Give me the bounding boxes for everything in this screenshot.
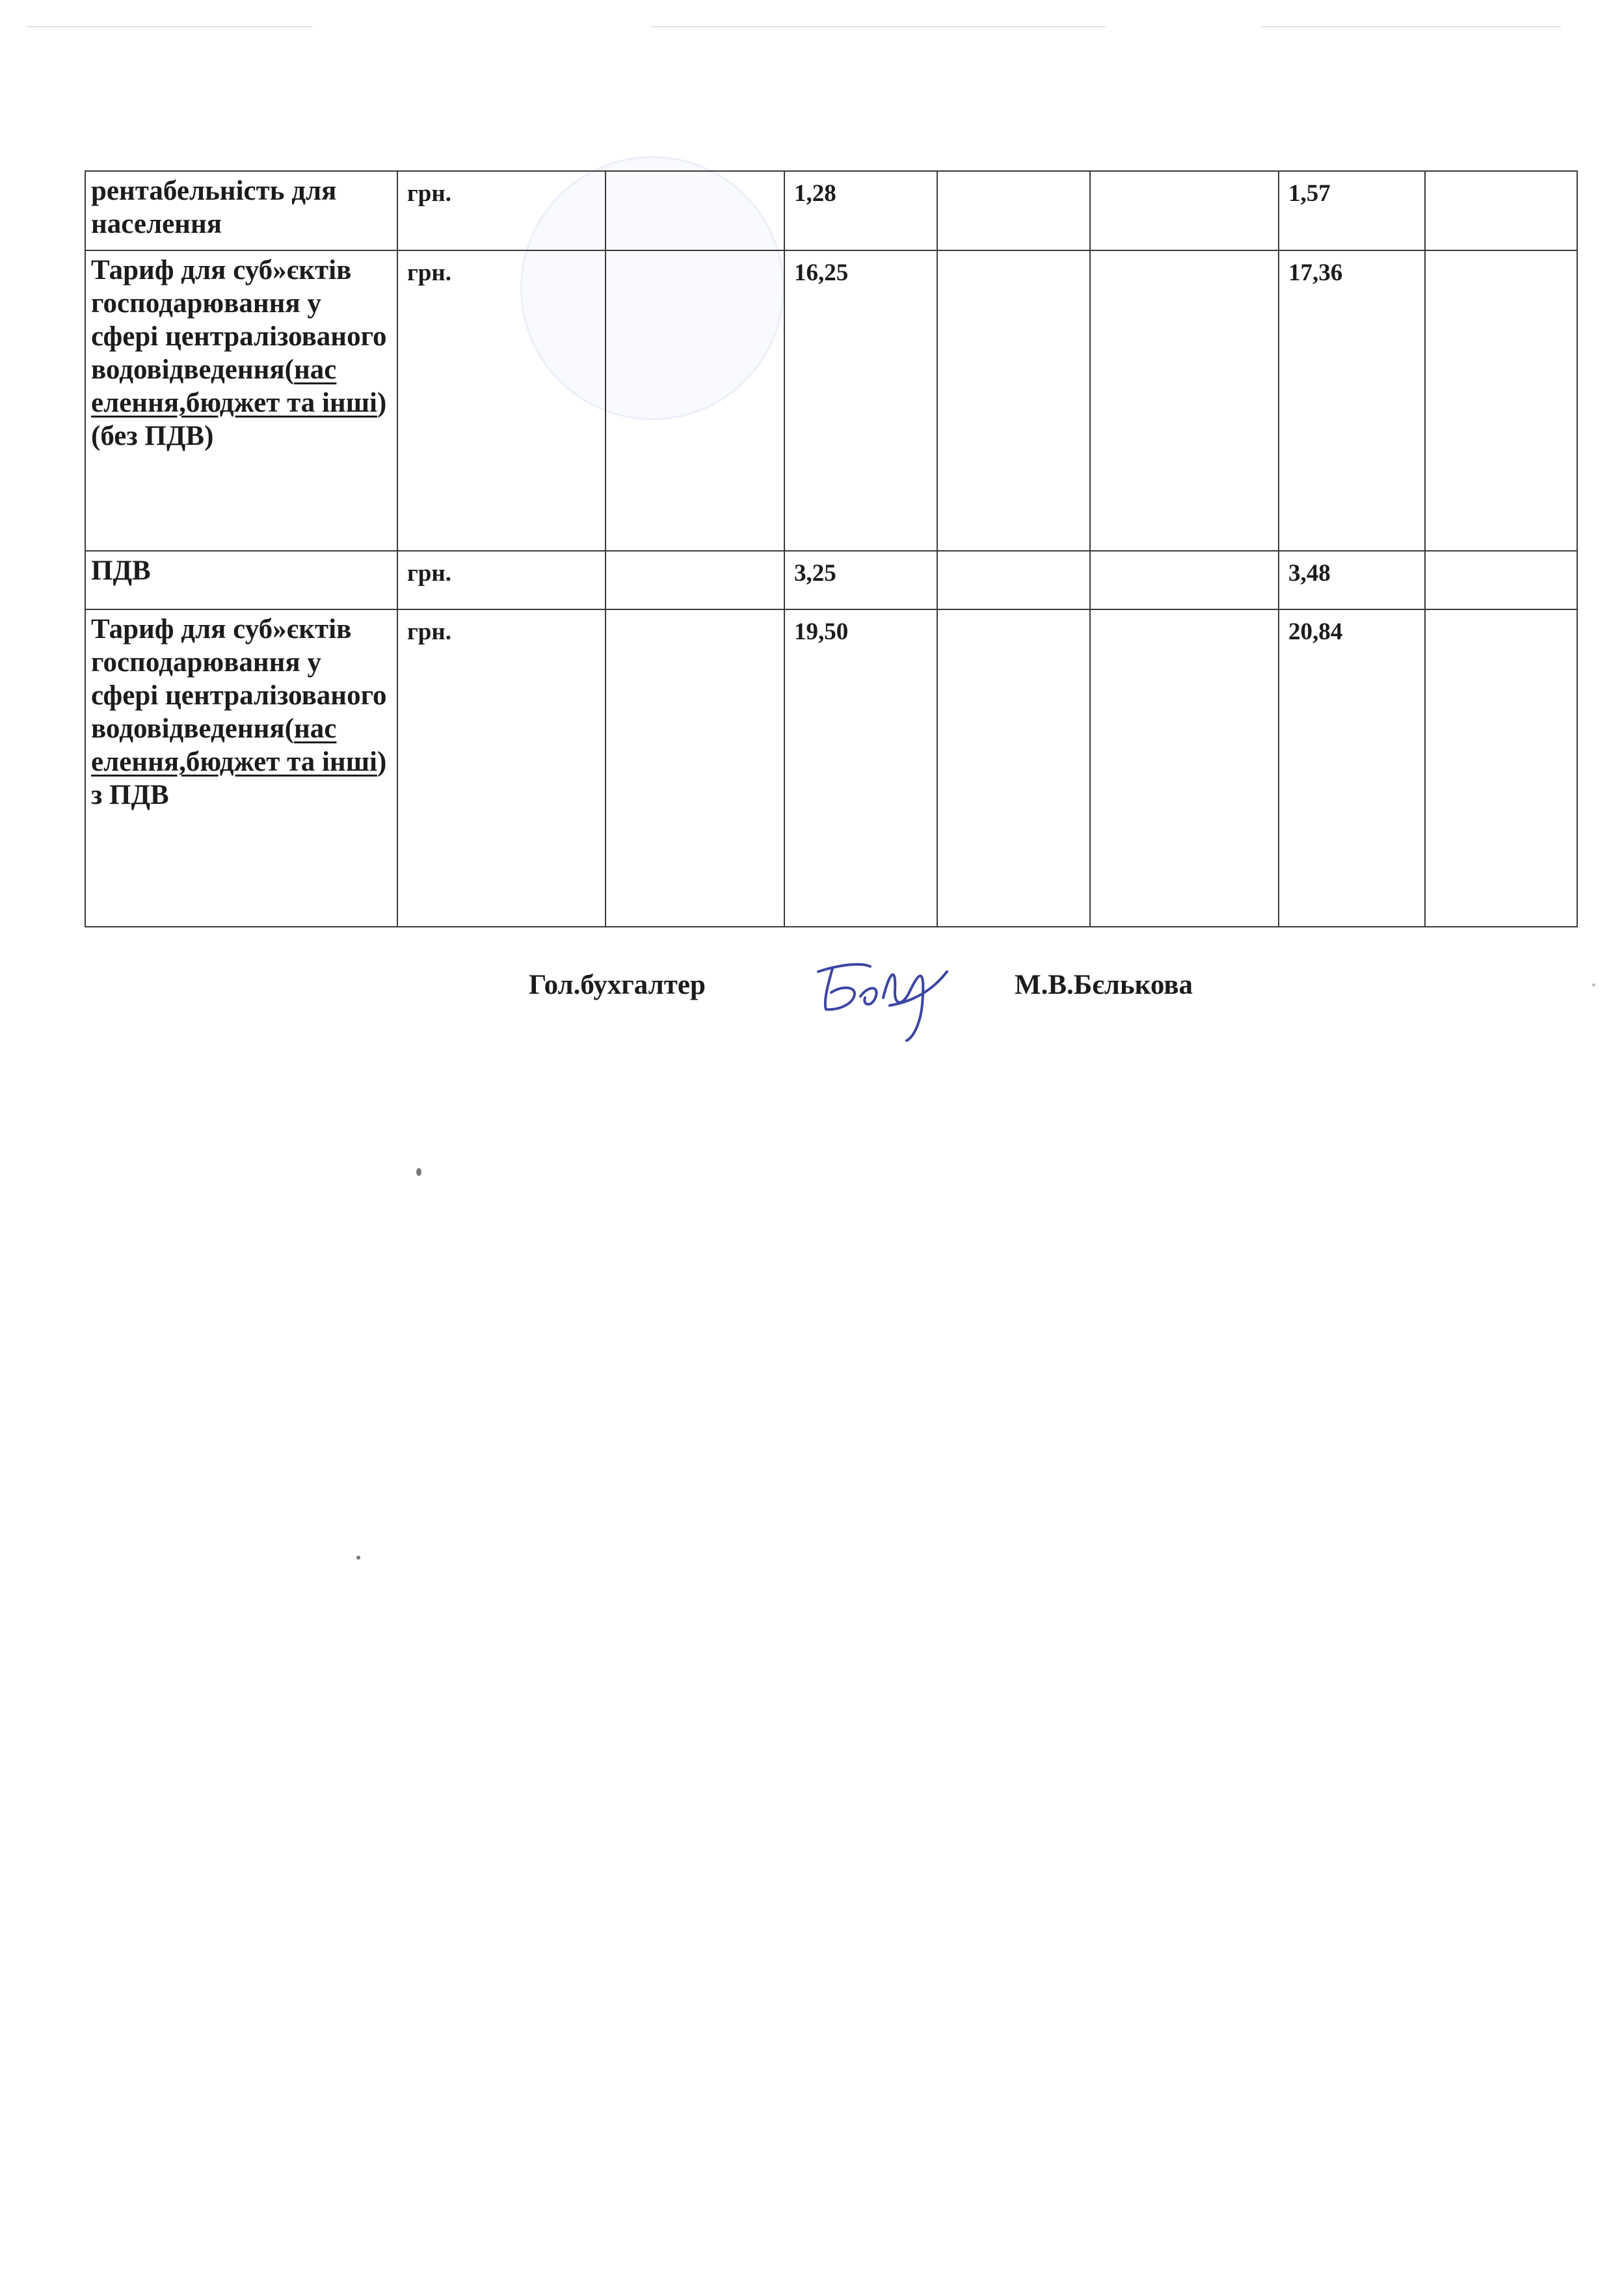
tariff-table (85, 170, 1578, 927)
empty-cell (937, 609, 1090, 927)
empty-cell (937, 250, 1090, 551)
description-text: рентабельність для населення (91, 176, 337, 239)
empty-cell (1425, 171, 1577, 250)
empty-cell (937, 551, 1090, 609)
empty-cell (1090, 250, 1279, 551)
table-row (85, 551, 1577, 609)
empty-cell (1090, 609, 1279, 927)
empty-cell (1425, 609, 1577, 927)
description-text: Тариф для суб»єктів господарювання у сфері централізованого водовідведення( (91, 614, 387, 744)
description-text: Тариф для суб»єктів господарювання у сфері централізованого водовідведення( (91, 255, 387, 385)
table-body (85, 171, 1577, 927)
value-cell: 1,28 (784, 171, 937, 250)
empty-cell (1425, 551, 1577, 609)
table-row (85, 250, 1577, 551)
empty-cell (1090, 551, 1279, 609)
value-cell: 19,50 (784, 609, 937, 927)
unit-cell: грн. (397, 250, 606, 551)
empty-cell (606, 250, 784, 551)
scan-speck (356, 1556, 360, 1560)
scan-speck (1592, 983, 1595, 987)
signature-line (0, 963, 1624, 1054)
empty-cell (606, 551, 784, 609)
value-cell: 3,48 (1279, 551, 1425, 609)
signature-title: Гол.бухгалтер (529, 970, 706, 1000)
table-row (85, 609, 1577, 927)
table-row (85, 171, 1577, 250)
underlined-text: нас елення,бюджет та інші (91, 713, 377, 777)
scan-speck (416, 1168, 421, 1176)
scan-edge-top (650, 26, 1106, 27)
description-text: ) з ПДВ (91, 747, 387, 810)
empty-cell (1090, 171, 1279, 250)
value-cell: 1,57 (1279, 171, 1425, 250)
signatory-name: М.В.Бєлькова (1015, 970, 1193, 1000)
empty-cell (606, 171, 784, 250)
value-cell: 16,25 (784, 250, 937, 551)
row-description (85, 171, 397, 250)
scan-edge-top (26, 26, 312, 27)
row-description (85, 250, 397, 551)
unit-cell: грн. (397, 551, 606, 609)
empty-cell (606, 609, 784, 927)
value-cell: 3,25 (784, 551, 937, 609)
unit-cell: грн. (397, 171, 606, 250)
scan-edge-top (1262, 26, 1561, 27)
handwritten-signature (792, 946, 955, 1043)
unit-cell: грн. (397, 609, 606, 927)
underlined-text: нас елення,бюджет та інші (91, 354, 377, 418)
value-cell: 20,84 (1279, 609, 1425, 927)
description-text: ПДВ (91, 555, 151, 586)
empty-cell (1425, 250, 1577, 551)
description-text: ) (без ПДВ) (91, 388, 387, 451)
value-cell: 17,36 (1279, 250, 1425, 551)
row-description (85, 551, 397, 609)
row-description (85, 609, 397, 927)
empty-cell (937, 171, 1090, 250)
